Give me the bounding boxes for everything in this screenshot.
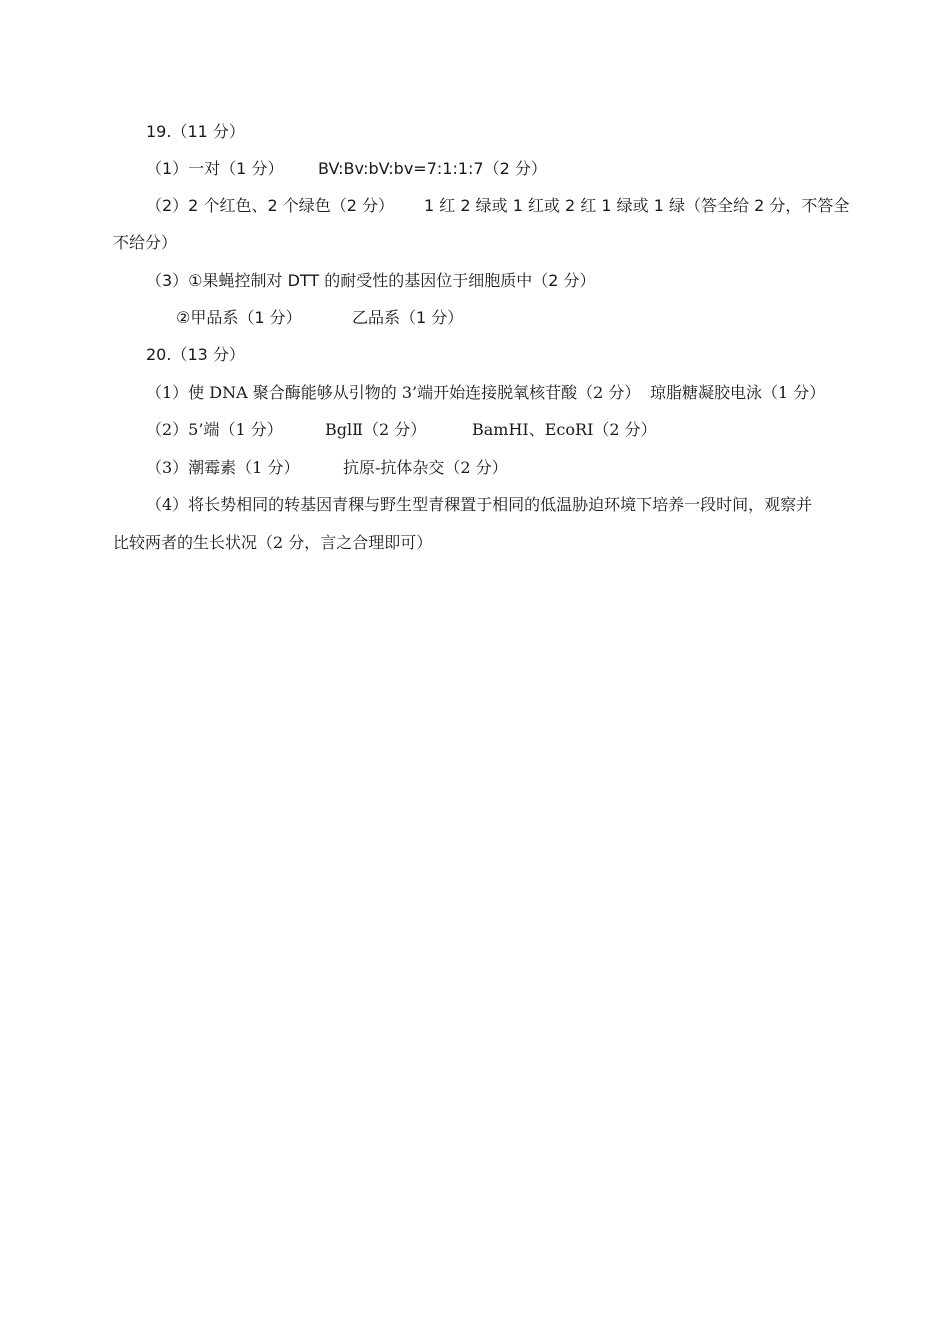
q20-part4-line [0,492,950,529]
q19-part2-options: 1 红 2 绿或 1 红或 2 红 1 绿或 1 绿（答全给 2 分，不答全 [424,196,850,215]
q20-part2-enzyme-a: BglⅡ（2 分） [325,420,427,439]
q19-part3-line [0,268,950,305]
q20-header: 20.（13 分） [146,345,245,364]
q19-part1-ratio: BV:Bv:bV:bv=7:1:1:7（2 分） [318,159,547,178]
q20-part2-answer: （2）5’端（1 分） [146,420,283,439]
q19-header: 19.（11 分） [146,122,245,141]
q19-part3-answer: （3）①果蝇控制对 DTT 的耐受性的基因位于细胞质中（2 分） [146,271,596,290]
q20-part1-answer: （1）使 DNA 聚合酶能够从引物的 3’端开始连接脱氧核苷酸（2 分） [146,383,641,402]
q19-part2-continuation-line [0,230,950,267]
q19-header-line [0,119,950,156]
q20-part3-answer: （3）潮霉素（1 分） [146,458,300,477]
q19-part3-line-b: 乙品系（1 分） [352,308,464,327]
q20-part2-line [0,417,950,454]
q20-part1-line [0,380,950,417]
q20-part2-enzyme-b: BamHⅠ、EcoRⅠ（2 分） [472,420,657,439]
q20-part4-continuation: 比较两者的生长状况（2 分，言之合理即可） [113,533,433,552]
q19-part3-sub-line [0,305,950,342]
q19-part1-line [0,156,950,193]
q20-part3-line [0,455,950,492]
q20-part1-method: 琼脂糖凝胶电泳（1 分） [650,383,826,402]
q20-part3-method: 抗原-抗体杂交（2 分） [343,458,508,477]
q20-header-line [0,342,950,379]
q19-part2-line [0,193,950,230]
q19-part2-answer: （2）2 个红色、2 个绿色（2 分） [146,196,394,215]
q19-part2-continuation: 不给分） [113,233,178,252]
q20-part4-answer: （4）将长势相同的转基因青稞与野生型青稞置于相同的低温胁迫环境下培养一段时间，观察并 [146,495,813,514]
q19-part3-line-a: ②甲品系（1 分） [176,308,302,327]
q20-part4-continuation-line [0,530,950,567]
q19-part1-answer: （1）一对（1 分） [146,159,284,178]
